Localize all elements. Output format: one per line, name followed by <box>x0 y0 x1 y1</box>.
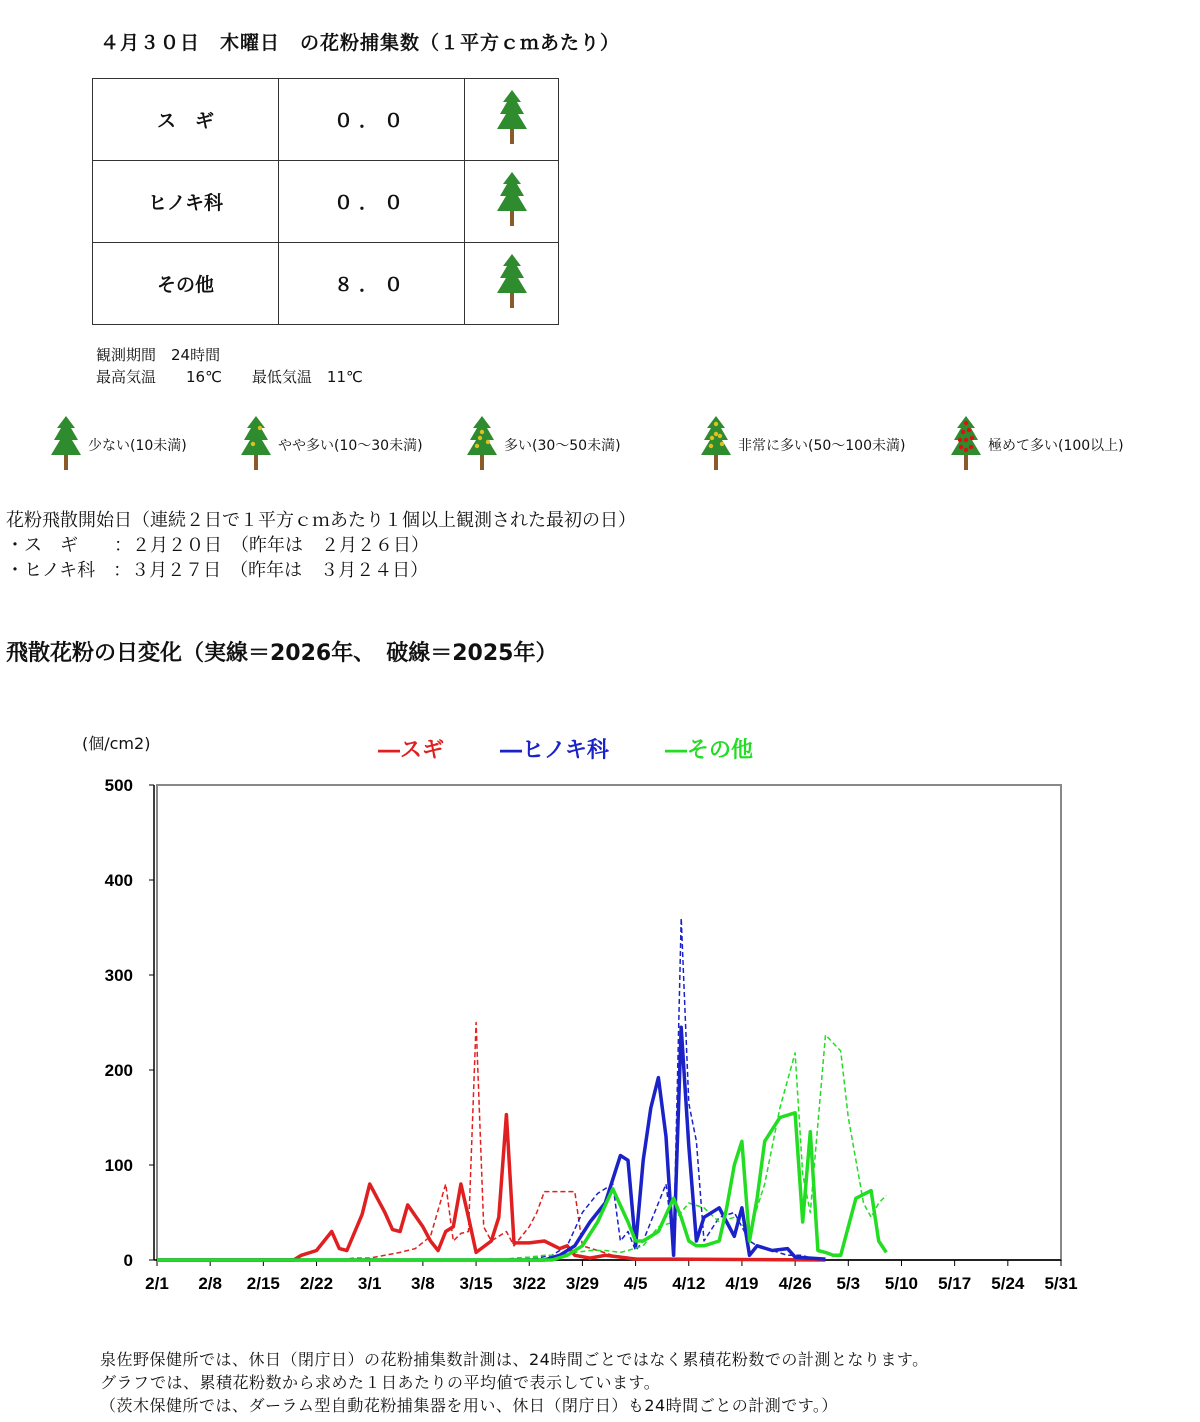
x-tick-label: 3/22 <box>512 1274 546 1293</box>
legend-other <box>665 733 753 764</box>
legend-other-label: ―その他 <box>665 738 754 763</box>
table-row <box>93 79 559 161</box>
pollen-type-label: ヒノキ科 <box>93 161 279 243</box>
x-tick-label: 3/15 <box>459 1274 493 1293</box>
level-legend-extremely-many <box>950 414 1124 476</box>
level-legend-few <box>50 414 187 476</box>
observation-info <box>96 344 363 388</box>
start-date-heading: 花粉飛散開始日（連続２日で１平方ｃｍあたり１個以上観測された最初の日） <box>6 510 636 531</box>
observation-period: 観測期間 24時間 <box>96 346 221 364</box>
legend-label: やや多い(10～30未満) <box>278 438 423 454</box>
level-legend-somewhat-many <box>240 414 423 476</box>
tree-few-icon <box>496 170 528 233</box>
legend-label: 多い(30～50未満) <box>504 438 621 454</box>
legend-label: 少ない(10未満) <box>88 438 187 454</box>
x-tick-label: 5/10 <box>884 1274 919 1293</box>
pollen-type-label: ス ギ <box>93 79 279 161</box>
x-tick-label: 3/8 <box>411 1274 435 1293</box>
pollen-line-chart <box>0 770 1200 1310</box>
tree-few-icon <box>496 252 528 315</box>
x-tick-label: 5/24 <box>991 1274 1025 1293</box>
notes <box>100 1348 929 1417</box>
legend-label: 非常に多い(50～100未満) <box>738 438 906 454</box>
legend-sugi <box>378 733 444 764</box>
tree-very-many-icon <box>700 414 738 476</box>
x-tick-label: 5/17 <box>938 1274 972 1293</box>
y-axis-unit: (個/cm2) <box>82 734 151 753</box>
x-tick-label: 4/19 <box>725 1274 759 1293</box>
tree-many-icon <box>466 414 504 476</box>
x-tick-label: 2/22 <box>299 1274 334 1293</box>
y-tick-label: 0 <box>123 1251 133 1270</box>
legend-hinoki <box>500 733 609 764</box>
start-date-hinoki: ・ヒノキ科 ：３月２７日 （昨年は ３月２４日） <box>6 560 429 581</box>
level-legend-very-many <box>700 414 905 476</box>
pollen-type-label: その他 <box>93 243 279 325</box>
table-row <box>93 243 559 325</box>
tree-few-icon <box>50 414 88 476</box>
x-tick-label: 4/5 <box>623 1274 648 1293</box>
pollen-start-dates <box>6 508 636 583</box>
y-tick-label: 400 <box>104 871 133 890</box>
pollen-count-table <box>92 78 559 325</box>
legend-hinoki-label: ―ヒノキ科 <box>500 738 609 763</box>
legend-label: 極めて多い(100以上) <box>988 438 1124 454</box>
legend-sugi-label: ―スギ <box>378 738 445 763</box>
tree-extremely-many-icon <box>950 414 988 476</box>
tree-few-icon <box>496 88 528 151</box>
x-tick-label: 2/1 <box>145 1274 169 1293</box>
x-tick-label: 3/29 <box>565 1274 599 1293</box>
pollen-count-value: ０．０ <box>279 79 465 161</box>
y-tick-label: 200 <box>104 1061 133 1080</box>
start-date-sugi: ・ス ギ ：２月２０日 （昨年は ２月２６日） <box>6 535 429 556</box>
pollen-count-value: ８．０ <box>279 243 465 325</box>
pollen-count-value: ０．０ <box>279 161 465 243</box>
x-tick-label: 2/15 <box>246 1274 280 1293</box>
note-line: （茨木保健所では、ダーラム型自動花粉捕集器を用い、休日（閉庁日）も24時間ごとの計測です。） <box>100 1396 838 1415</box>
x-tick-label: 2/8 <box>198 1274 222 1293</box>
note-line: 泉佐野保健所では、休日（閉庁日）の花粉捕集数計測は、24時間ごとではなく累積花粉数での計測となります。 <box>100 1350 929 1369</box>
level-legend-many <box>466 414 621 476</box>
x-tick-label: 5/31 <box>1044 1274 1078 1293</box>
x-tick-label: 3/1 <box>357 1274 382 1293</box>
graph-title: 飛散花粉の日変化（実線＝2026年、 破線＝2025年） <box>6 641 558 666</box>
tree-somewhat-many-icon <box>240 414 278 476</box>
note-line: グラフでは、累積花粉数から求めた１日あたりの平均値で表示しています。 <box>100 1373 661 1392</box>
x-tick-label: 4/26 <box>778 1274 812 1293</box>
temperature-info: 最高気温 16℃ 最低気温 11℃ <box>96 368 363 386</box>
table-row <box>93 161 559 243</box>
y-tick-label: 100 <box>104 1156 133 1175</box>
x-tick-label: 4/12 <box>672 1274 706 1293</box>
x-tick-label: 5/3 <box>836 1274 861 1293</box>
y-tick-label: 500 <box>104 776 133 795</box>
y-tick-label: 300 <box>104 966 133 985</box>
page-title: ４月３０日 木曜日 の花粉捕集数（１平方ｃｍあたり） <box>100 32 621 54</box>
